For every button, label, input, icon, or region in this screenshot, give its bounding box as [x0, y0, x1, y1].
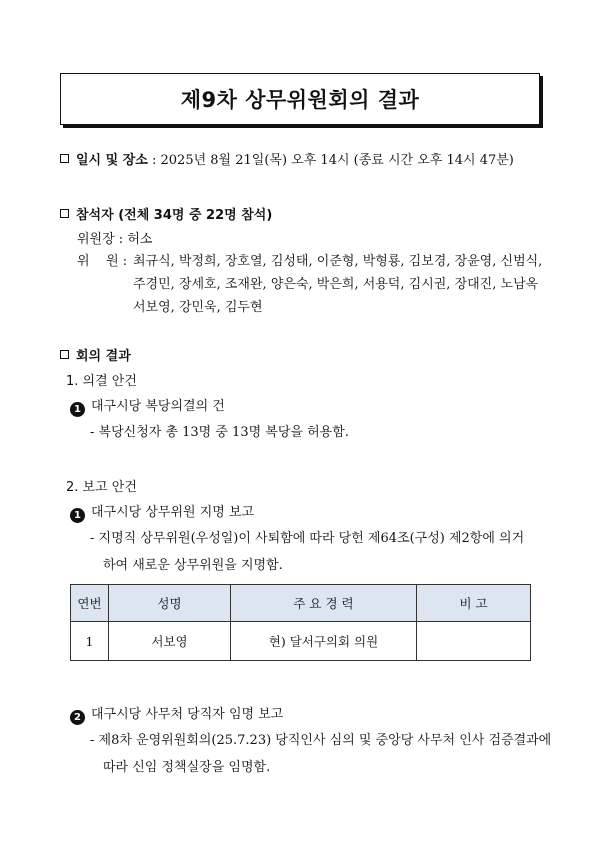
members-label: 위 원 : — [77, 254, 132, 269]
table-cell — [417, 622, 531, 661]
report-item-1 — [70, 501, 254, 523]
table-header-cell: 성명 — [109, 585, 231, 622]
resolution-item-title: 대구시당 복당의결의 건 — [91, 399, 225, 414]
section-datetime-label: 일시 및 장소 — [76, 153, 148, 168]
checkbox-square-icon — [60, 209, 69, 218]
table-row — [71, 622, 531, 661]
sub-heading-report: 2. 보고 안건 — [66, 480, 137, 495]
members-line-3: 서보영, 강민욱, 김두현 — [133, 300, 263, 315]
section-attendees-label: 참석자 (전체 34명 중 22명 참석) — [76, 208, 273, 223]
resolution-detail: - 복당신청자 총 13명 중 13명 복당을 허용함. — [90, 425, 349, 440]
checkbox-square-icon — [60, 154, 69, 163]
title-box — [60, 73, 540, 125]
table-header-cell: 비 고 — [417, 585, 531, 622]
section-datetime-value: 2025년 8월 21일(목) 오후 14시 (종료 시간 오후 14시 47분) — [160, 153, 514, 168]
section-attendees — [60, 204, 272, 223]
members-line-1: 최규식, 박정희, 장호열, 김성태, 이준형, 박형룡, 김보경, 장윤영, 신범식, — [133, 254, 543, 269]
chair-label: 위원장 : — [77, 232, 128, 247]
section-datetime — [60, 149, 514, 168]
table-header-cell: 연번 — [71, 585, 109, 622]
section-datetime-sep: : — [147, 153, 161, 168]
table-header-cell: 주 요 경 력 — [231, 585, 417, 622]
number-1-icon: 1 — [70, 402, 85, 417]
sub-heading-resolution: 1. 의결 안건 — [66, 374, 137, 389]
chair-line — [77, 228, 152, 247]
report-item-1-title: 대구시당 상무위원 지명 보고 — [91, 505, 255, 520]
table-header-row — [71, 585, 531, 622]
table-cell: 서보영 — [109, 622, 231, 661]
number-2-icon: 2 — [70, 710, 85, 725]
section-results-label: 회의 결과 — [76, 349, 131, 364]
report-item-2-detail-2: 따라 신임 정책실장을 임명함. — [103, 760, 271, 775]
members-line-2: 주경민, 장세호, 조재완, 양은숙, 박은희, 서용덕, 김시권, 장대진, 노남옥 — [133, 277, 539, 292]
section-results — [60, 345, 131, 364]
checkbox-square-icon — [60, 350, 69, 359]
table-cell: 1 — [71, 622, 109, 661]
number-1-icon: 1 — [70, 508, 85, 523]
report-item-1-detail-2: 하여 새로운 상무위원을 지명함. — [103, 558, 283, 573]
report-item-2 — [70, 703, 283, 725]
table-cell: 현) 달서구의회 의원 — [231, 622, 417, 661]
appointment-table — [70, 584, 531, 661]
chair-value: 허소 — [127, 232, 153, 247]
report-item-2-detail-1: - 제8차 운영위원회의(25.7.23) 당직인사 심의 및 중앙당 사무처 인사 검증결과에 — [90, 733, 552, 748]
page-title: 제9차 상무위원회의 결과 — [180, 88, 420, 112]
resolution-item — [70, 395, 225, 417]
report-item-2-title: 대구시당 사무처 당직자 임명 보고 — [91, 707, 284, 722]
report-item-1-detail-1: - 지명직 상무위원(우성일)이 사퇴함에 따라 당헌 제64조(구성) 제2항에 의거 — [90, 531, 525, 546]
